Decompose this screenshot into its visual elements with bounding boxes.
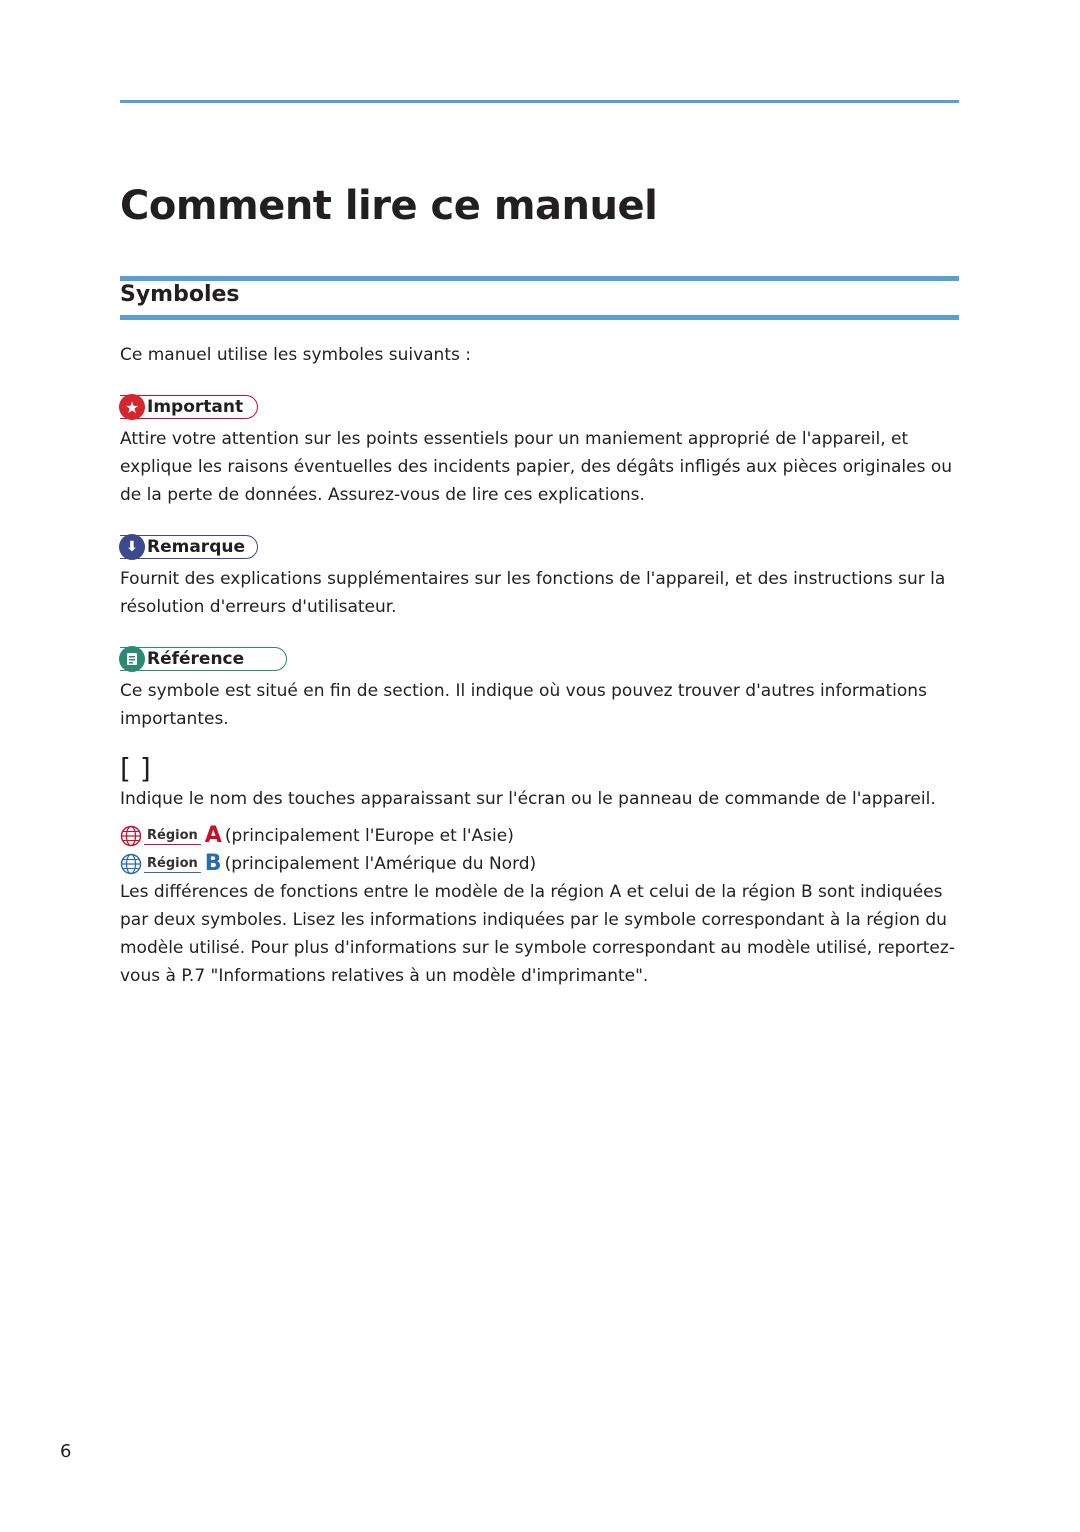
section-title: Symboles	[120, 282, 240, 307]
section-intro: Ce manuel utilise les symboles suivants :	[120, 345, 471, 365]
page-title: Comment lire ce manuel	[120, 183, 658, 229]
regions-text: Les différences de fonctions entre le modèle de la région A et celui de la région B sont indiquées par deux symboles. Lisez les informations indiquées par le symbole correspondant à la région du modèle utilisé. Pour plus d'informations sur le symbole correspondant au modèle utilisé, reportez-vous à P.7 "Informations relatives à un modèle d'imprimante".	[120, 882, 955, 986]
region-a-letter: A	[204, 823, 222, 848]
star-icon: ★	[119, 394, 145, 420]
arrow-down-icon: ⬇	[119, 534, 145, 560]
region-a-text: (principalement l'Europe et l'Asie)	[224, 826, 514, 846]
reference-badge	[120, 647, 287, 671]
important-badge	[120, 395, 258, 419]
globe-icon	[120, 853, 142, 875]
region-b-letter: B	[204, 851, 222, 876]
section-rule-bottom	[120, 315, 959, 320]
remarque-badge	[120, 535, 258, 559]
document-icon	[119, 646, 145, 672]
brackets-symbol: [ ]	[120, 752, 151, 785]
important-text: Attire votre attention sur les points essentiels pour un maniement approprié de l'appareil, et explique les raisons éventuelles des incidents papier, des dégâts infligés aux pièces originales ou de la perte de données. Assurez-vous de lire ces explications.	[120, 429, 953, 505]
globe-icon	[120, 825, 142, 847]
page-number: 6	[60, 1441, 72, 1462]
brackets-text: Indique le nom des touches apparaissant sur l'écran ou le panneau de commande de l'appareil.	[120, 789, 936, 809]
region-a-line	[120, 822, 514, 850]
remarque-label: Remarque	[147, 537, 245, 557]
region-b-line	[120, 850, 536, 878]
reference-text: Ce symbole est situé en fin de section. Il indique où vous pouvez trouver d'autres informations importantes.	[120, 681, 927, 729]
region-b-tag: Région	[144, 856, 201, 873]
top-rule	[120, 100, 959, 103]
remarque-text: Fournit des explications supplémentaires sur les fonctions de l'appareil, et des instructions sur la résolution d'erreurs d'utilisateur.	[120, 569, 946, 617]
reference-label: Référence	[147, 649, 245, 669]
important-label: Important	[147, 397, 244, 417]
region-a-tag: Région	[144, 828, 201, 845]
section-rule-top	[120, 276, 959, 281]
region-b-text: (principalement l'Amérique du Nord)	[224, 854, 537, 874]
